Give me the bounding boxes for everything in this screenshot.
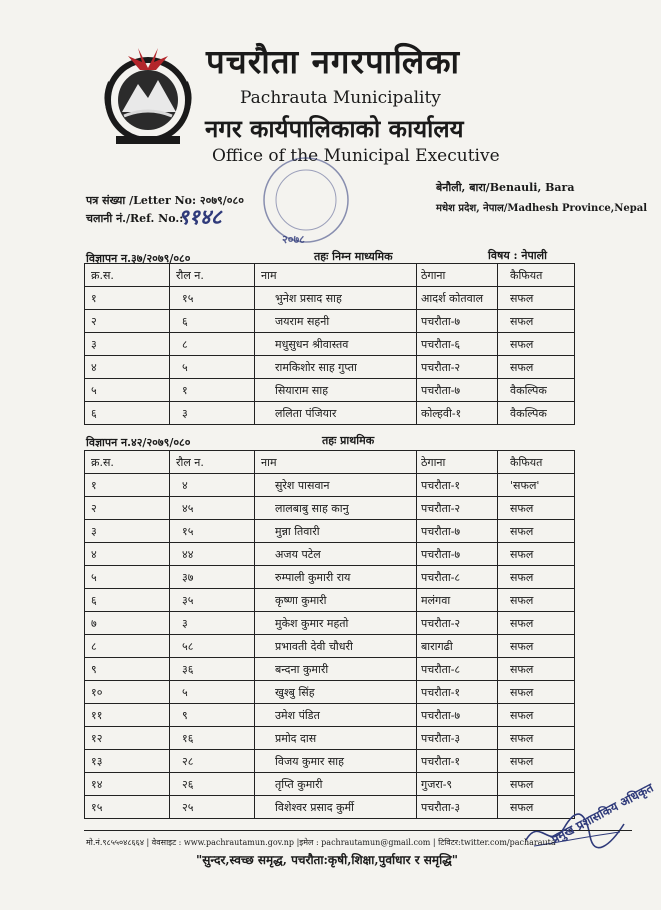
column-header-address: ठेगाना — [417, 451, 498, 474]
column-header-remarks: कैफियत — [498, 264, 575, 287]
serial-cell: ६ — [85, 402, 170, 425]
name-cell: विशेश्वर प्रसाद कुर्मी — [255, 796, 417, 819]
roll-cell: ३६ — [170, 658, 255, 681]
address-cell: पचरौता-८ — [417, 658, 498, 681]
remarks-cell: वैकल्पिक — [498, 379, 575, 402]
roll-cell: ८ — [170, 333, 255, 356]
address-cell: गुजरा-९ — [417, 773, 498, 796]
footer-contact-info: मो.नं.९८५५०४८६६४ | वेवसाइट : www.pachrautamun.gov.np |इमेल : pachrautamun@gmail.com | टिविटर:twitter.com/pacharauta — [86, 838, 556, 847]
section1-results-table — [84, 263, 575, 425]
address-cell: आदर्श कोतवाल — [417, 287, 498, 310]
address-cell: पचरौता-२ — [417, 356, 498, 379]
name-cell: कृष्णा कुमारी — [255, 589, 417, 612]
remarks-cell: सफल — [498, 796, 575, 819]
footer-motto: "सुन्दर,स्वच्छ समृद्ध, पचरौता:कृषी,शिक्षा,पुर्वाधार र समृद्धि" — [196, 853, 459, 867]
address-cell: पचरौता-३ — [417, 727, 498, 750]
name-cell: प्रभावती देवी चौधरी — [255, 635, 417, 658]
column-header-name: नाम — [255, 451, 417, 474]
serial-cell: १४ — [85, 773, 170, 796]
table-row — [85, 402, 575, 425]
roll-cell: २८ — [170, 750, 255, 773]
section2-notice-number: विज्ञापन न.४२/२०७९/०८० — [86, 436, 191, 449]
remarks-cell: 'सफल' — [498, 474, 575, 497]
name-cell: उमेश पंडित — [255, 704, 417, 727]
remarks-cell: सफल — [498, 589, 575, 612]
reference-number-value: ९१४८ — [178, 205, 222, 229]
office-title-english: Office of the Municipal Executive — [212, 146, 500, 166]
municipality-title-nepali: पचरौता नगरपालिका — [206, 42, 461, 81]
remarks-cell: सफल — [498, 635, 575, 658]
address-line-2: मधेश प्रदेश, नेपाल/Madhesh Province,Nepal — [436, 203, 648, 214]
table-row — [85, 727, 575, 750]
roll-cell: ५ — [170, 356, 255, 379]
serial-cell: १ — [85, 474, 170, 497]
table-row — [85, 704, 575, 727]
remarks-cell: सफल — [498, 497, 575, 520]
name-cell: खुश्बु सिंह — [255, 681, 417, 704]
name-cell: सुरेश पासवान — [255, 474, 417, 497]
address-cell: पचरौता-१ — [417, 750, 498, 773]
remarks-cell: सफल — [498, 543, 575, 566]
remarks-cell: सफल — [498, 704, 575, 727]
serial-cell: ४ — [85, 356, 170, 379]
serial-cell: ७ — [85, 612, 170, 635]
table-row — [85, 333, 575, 356]
office-stamp-icon — [258, 152, 354, 248]
table-header-row — [85, 264, 575, 287]
name-cell: सियाराम साह — [255, 379, 417, 402]
table-row — [85, 356, 575, 379]
table-row — [85, 543, 575, 566]
table-row — [85, 612, 575, 635]
address-line-1: बेनौली, बारा/Benauli, Bara — [436, 181, 575, 194]
roll-cell: ५ — [170, 681, 255, 704]
table-row — [85, 310, 575, 333]
table-row — [85, 773, 575, 796]
table-row — [85, 379, 575, 402]
serial-cell: १२ — [85, 727, 170, 750]
remarks-cell: सफल — [498, 658, 575, 681]
roll-cell: १ — [170, 379, 255, 402]
serial-cell: ३ — [85, 333, 170, 356]
remarks-cell: सफल — [498, 287, 575, 310]
column-header-name: नाम — [255, 264, 417, 287]
name-cell: लालबाबु साह कानु — [255, 497, 417, 520]
name-cell: तृप्ति कुमारी — [255, 773, 417, 796]
table-row — [85, 681, 575, 704]
roll-cell: ९ — [170, 704, 255, 727]
roll-cell: ४ — [170, 474, 255, 497]
name-cell: अजय पटेल — [255, 543, 417, 566]
remarks-cell: सफल — [498, 520, 575, 543]
serial-cell: २ — [85, 497, 170, 520]
roll-cell: ३५ — [170, 589, 255, 612]
serial-cell: ११ — [85, 704, 170, 727]
roll-cell: १५ — [170, 287, 255, 310]
serial-cell: १५ — [85, 796, 170, 819]
address-cell: पचरौता-१ — [417, 681, 498, 704]
table-row — [85, 796, 575, 819]
name-cell: बन्दना कुमारी — [255, 658, 417, 681]
name-cell: मुकेश कुमार महतो — [255, 612, 417, 635]
address-cell: पचरौता-२ — [417, 497, 498, 520]
address-cell: मलंगवा — [417, 589, 498, 612]
roll-cell: ५८ — [170, 635, 255, 658]
column-header-address: ठेगाना — [417, 264, 498, 287]
address-cell: पचरौता-२ — [417, 612, 498, 635]
municipality-emblem-icon — [94, 42, 202, 150]
table-row — [85, 658, 575, 681]
serial-cell: ८ — [85, 635, 170, 658]
serial-cell: २ — [85, 310, 170, 333]
address-cell: पचरौता-१ — [417, 474, 498, 497]
name-cell: मुन्ना तिवारी — [255, 520, 417, 543]
table-row — [85, 474, 575, 497]
officer-stamp: प्रमुख प्रशासकिय अधिकृत — [548, 780, 656, 847]
remarks-cell: सफल — [498, 566, 575, 589]
remarks-cell: वैकल्पिक — [498, 402, 575, 425]
roll-cell: २६ — [170, 773, 255, 796]
name-cell: विजय कुमार साह — [255, 750, 417, 773]
remarks-cell: सफल — [498, 750, 575, 773]
name-cell: ललिता पंजियार — [255, 402, 417, 425]
serial-cell: ३ — [85, 520, 170, 543]
section2-results-table — [84, 450, 575, 819]
name-cell: जयराम सहनी — [255, 310, 417, 333]
table-header-row — [85, 451, 575, 474]
column-header-roll: रौल न. — [170, 451, 255, 474]
office-title-nepali: नगर कार्यपालिकाको कार्यालय — [205, 114, 464, 143]
roll-cell: ३ — [170, 402, 255, 425]
roll-cell: ४४ — [170, 543, 255, 566]
roll-cell: ६ — [170, 310, 255, 333]
table-row — [85, 287, 575, 310]
roll-cell: २५ — [170, 796, 255, 819]
address-cell: पचरौता-७ — [417, 310, 498, 333]
remarks-cell: सफल — [498, 333, 575, 356]
address-cell: पचरौता-६ — [417, 333, 498, 356]
column-header-roll: रौल न. — [170, 264, 255, 287]
address-cell: पचरौता-८ — [417, 566, 498, 589]
stamp-year: २०७८ — [282, 233, 305, 246]
address-cell: पचरौता-७ — [417, 520, 498, 543]
remarks-cell: सफल — [498, 310, 575, 333]
name-cell: रुम्पाली कुमारी राय — [255, 566, 417, 589]
column-header-serial: क्र.स. — [85, 264, 170, 287]
remarks-cell: सफल — [498, 681, 575, 704]
reference-number-label: चलानी नं./Ref. No.: — [86, 212, 184, 225]
section1-notice-number: विज्ञापन न.३७/२०७९/०८० — [86, 252, 191, 265]
section1-level: तहः निम्न माध्यमिक — [314, 250, 393, 263]
table-row — [85, 566, 575, 589]
name-cell: प्रमोद दास — [255, 727, 417, 750]
name-cell: भुनेश प्रसाद साह — [255, 287, 417, 310]
serial-cell: ६ — [85, 589, 170, 612]
address-cell: पचरौता-७ — [417, 704, 498, 727]
letter-number: पत्र संख्या /Letter No: २०७९/०८० — [86, 194, 244, 207]
table-row — [85, 520, 575, 543]
name-cell: रामकिशोर साह गुप्ता — [255, 356, 417, 379]
remarks-cell: सफल — [498, 727, 575, 750]
roll-cell: १६ — [170, 727, 255, 750]
section2-level: तहः प्राथमिक — [322, 434, 375, 447]
serial-cell: ४ — [85, 543, 170, 566]
remarks-cell: सफल — [498, 612, 575, 635]
serial-cell: १ — [85, 287, 170, 310]
section1-subject: विषय : नेपाली — [488, 249, 547, 262]
table-row — [85, 635, 575, 658]
address-cell: पचरौता-७ — [417, 379, 498, 402]
name-cell: मधुसुधन श्रीवास्तव — [255, 333, 417, 356]
serial-cell: १० — [85, 681, 170, 704]
address-cell: पचरौता-७ — [417, 543, 498, 566]
roll-cell: १५ — [170, 520, 255, 543]
roll-cell: ३७ — [170, 566, 255, 589]
table-row — [85, 589, 575, 612]
address-cell: कोल्हवी-१ — [417, 402, 498, 425]
serial-cell: १३ — [85, 750, 170, 773]
serial-cell: ५ — [85, 379, 170, 402]
column-header-serial: क्र.स. — [85, 451, 170, 474]
remarks-cell: सफल — [498, 356, 575, 379]
table-row — [85, 750, 575, 773]
roll-cell: ३ — [170, 612, 255, 635]
column-header-remarks: कैफियत — [498, 451, 575, 474]
address-cell: पचरौता-३ — [417, 796, 498, 819]
roll-cell: ४५ — [170, 497, 255, 520]
address-cell: बारागढी — [417, 635, 498, 658]
serial-cell: ५ — [85, 566, 170, 589]
municipality-title-english: Pachrauta Municipality — [240, 88, 441, 108]
serial-cell: ९ — [85, 658, 170, 681]
table-row — [85, 497, 575, 520]
remarks-cell: सफल — [498, 773, 575, 796]
